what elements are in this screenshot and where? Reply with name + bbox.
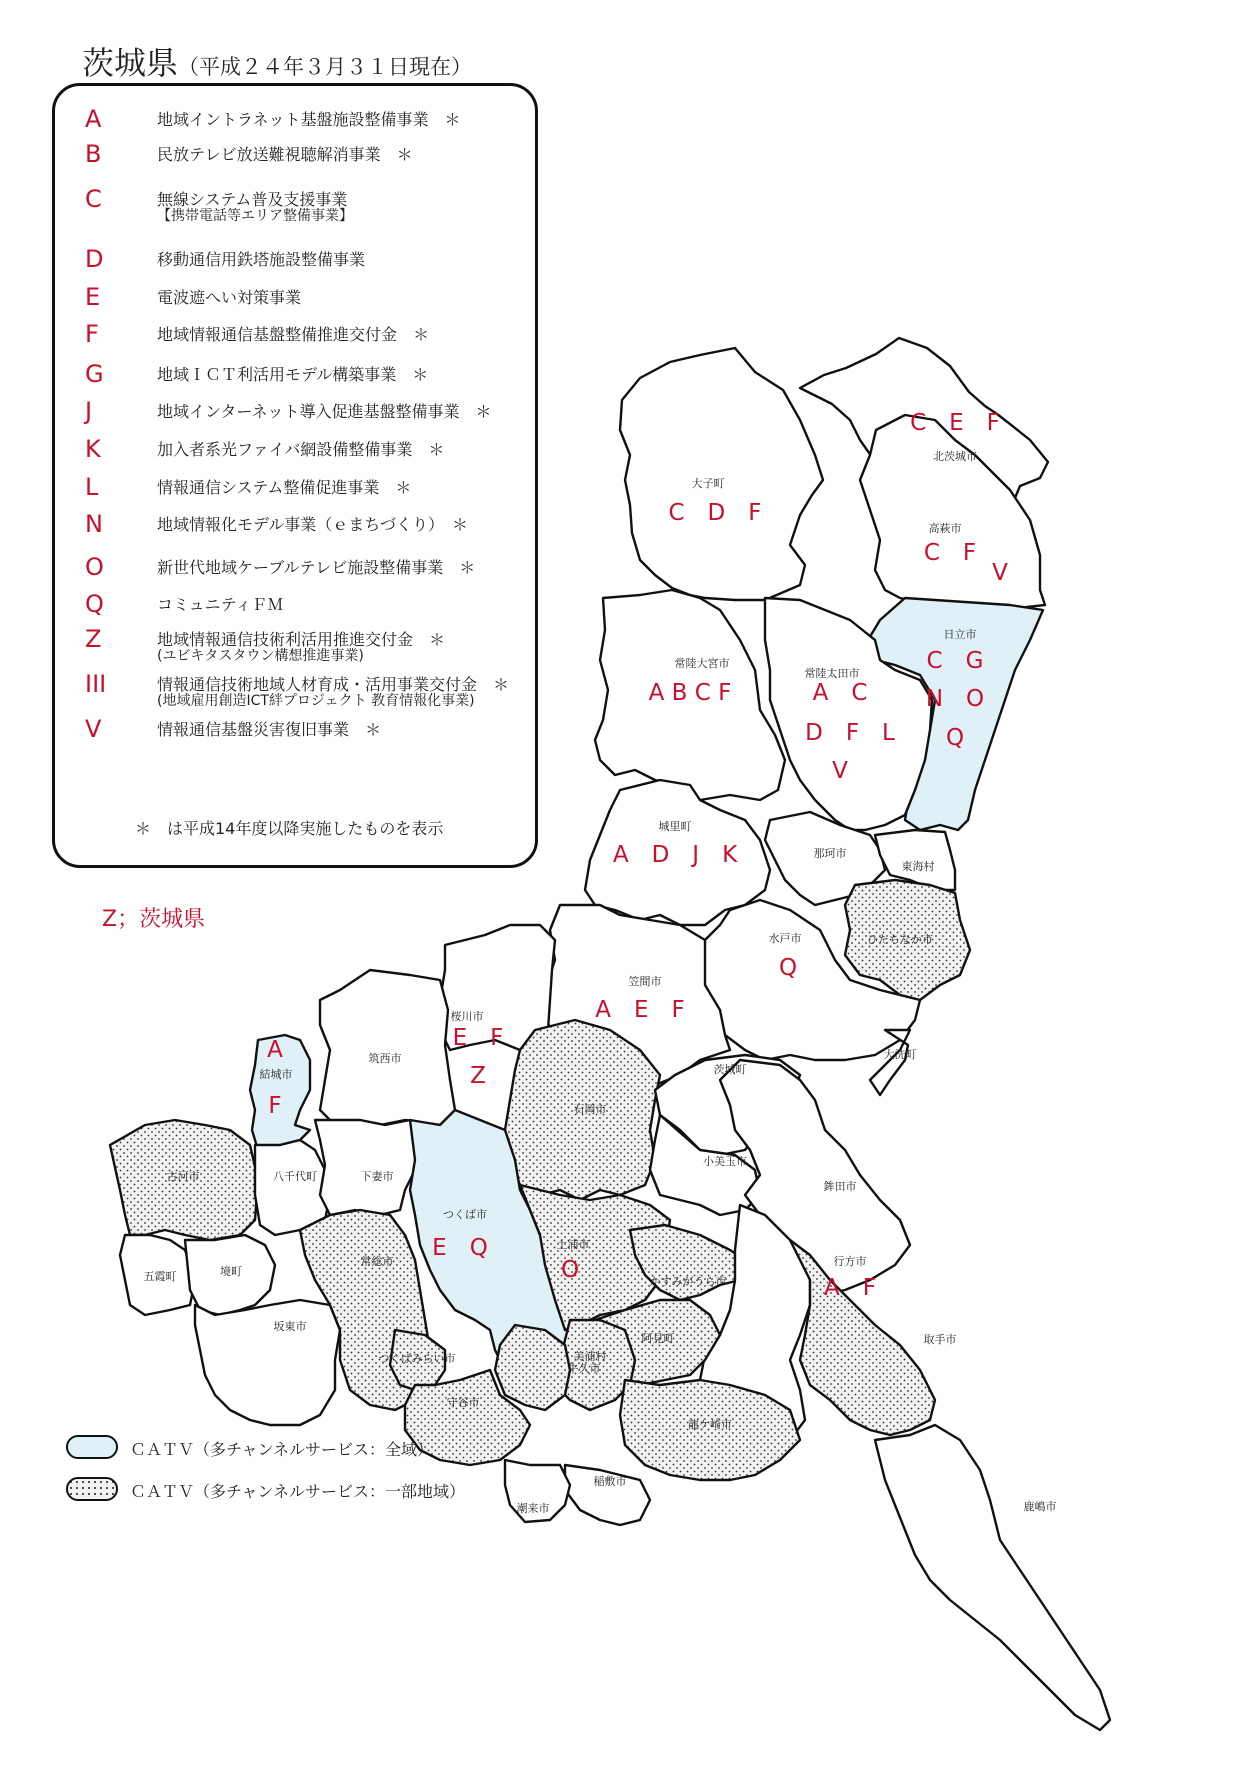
municipality-project-codes: O (560, 1257, 580, 1283)
legend-description: 加入者系光ファイバ網設備整備事業 ＊ (157, 440, 445, 459)
municipality-project-codes: A C (812, 680, 868, 706)
legend-code: J (85, 397, 93, 425)
municipality-name: 小美玉市 (703, 1155, 747, 1168)
legend-code: N (85, 510, 103, 538)
municipality-name: 茨城町 (713, 1063, 747, 1076)
municipality-project-codes: C E F (910, 410, 1000, 436)
legend-code: G (85, 360, 104, 388)
municipality-project-codes: Z (470, 1063, 486, 1089)
municipality-region (565, 1465, 650, 1525)
municipality-name: 牛久市 (567, 1362, 601, 1375)
municipality-name: 常総市 (360, 1255, 394, 1268)
municipality-name: 龍ケ崎市 (688, 1418, 732, 1431)
municipality-name: 八千代町 (273, 1170, 317, 1183)
legend-code: O (85, 553, 104, 581)
municipality-name: 稲敷市 (593, 1475, 627, 1488)
municipality-name: 阿見町 (641, 1332, 675, 1345)
municipality-project-codes: V (832, 758, 848, 784)
prefecture-z-note: Z；茨城県 (102, 907, 206, 932)
legend-description: 情報通信システム整備促進事業 ＊ (157, 478, 412, 497)
municipality-name: 古河市 (166, 1170, 200, 1183)
municipality-name: 下妻市 (360, 1170, 394, 1183)
municipality-name: 鉾田市 (823, 1180, 857, 1193)
municipality-name: 笠間市 (628, 975, 662, 988)
municipality-name: 筑西市 (368, 1052, 402, 1065)
legend-description: 地域ＩＣＴ利活用モデル構築事業 ＊ (157, 365, 429, 384)
legend-code: Z (85, 625, 102, 653)
municipality-name: かすみがうら市 (649, 1275, 727, 1288)
legend-code: E (85, 283, 101, 311)
municipality-name: 取手市 (923, 1333, 957, 1346)
legend-subtext: (地域雇用創造ICT絆プロジェクト 教育情報化事業) (157, 693, 475, 709)
title-main: 茨城県 (82, 44, 179, 82)
municipality-region (195, 1300, 340, 1425)
legend-code: B (85, 140, 102, 168)
municipality-name: 常陸太田市 (804, 667, 860, 680)
municipality-project-codes: A F (824, 1275, 876, 1301)
municipality-name: 那珂市 (813, 847, 847, 860)
municipality-region (620, 348, 823, 600)
municipality-name: 鹿嶋市 (1023, 1500, 1057, 1513)
municipality-name: 城里町 (658, 820, 692, 833)
catv-full-swatch (66, 1435, 118, 1459)
municipality-project-codes: F (268, 1093, 282, 1119)
municipality-project-codes: C F (923, 540, 977, 566)
municipality-project-codes: Q (778, 955, 798, 981)
municipality-name: 潮来市 (516, 1502, 550, 1515)
municipality-name: 常陸大宮市 (674, 657, 730, 670)
legend-code: C (85, 185, 102, 213)
legend-description: 無線システム普及支援事業 (157, 190, 348, 209)
municipality-name: 水戸市 (768, 932, 802, 945)
municipality-name: 日立市 (943, 628, 977, 641)
legend-description: 地域情報通信技術利活用推進交付金 ＊ (157, 630, 446, 649)
municipality-name: 大洗町 (883, 1048, 917, 1061)
legend-subtext: 【携帯電話等エリア整備事業】 (157, 208, 353, 224)
legend-description: 移動通信用鉄塔施設整備事業 (157, 250, 366, 269)
municipality-region (875, 1425, 1110, 1730)
municipality-region (315, 1120, 420, 1215)
municipality-project-codes: V (992, 560, 1008, 586)
legend-description: 情報通信基盤災害復旧事業 ＊ (157, 720, 382, 739)
municipality-project-codes: E F (452, 1025, 504, 1051)
municipality-name: 土浦市 (556, 1238, 590, 1251)
legend-description: 情報通信技術地域人材育成・活用事業交付金 ＊ (157, 675, 510, 694)
municipality-name: 北茨城市 (933, 450, 977, 463)
legend-description: 地域イントラネット基盤施設整備事業 ＊ (157, 110, 461, 129)
legend-description: 地域インターネット導入促進基盤整備事業 ＊ (157, 402, 492, 421)
municipality-project-codes: A D J K (612, 842, 738, 868)
legend-code: K (85, 435, 101, 463)
legend-code: F (85, 320, 99, 348)
municipality-name: ひたちなか市 (867, 933, 933, 946)
municipality-name: つくばみらい市 (378, 1352, 456, 1365)
municipality-project-codes: D F L (805, 720, 895, 746)
municipality-name: 美浦村 (573, 1350, 607, 1363)
municipality-name: 石岡市 (573, 1103, 607, 1116)
municipality-name: 大子町 (691, 477, 725, 490)
municipality-project-codes: A (267, 1037, 283, 1063)
legend-description: 地域情報通信基盤整備推進交付金 ＊ (157, 325, 430, 344)
municipality-name: 坂東市 (273, 1320, 307, 1333)
legend-code: III (85, 670, 107, 698)
municipality-name: 結城市 (259, 1068, 293, 1081)
legend-code: A (85, 105, 102, 133)
municipality-name: 五霞町 (143, 1270, 177, 1283)
municipality-name: 東海村 (901, 860, 935, 873)
legend-description: 電波遮へい対策事業 (157, 288, 302, 307)
municipality-name: 守谷市 (446, 1396, 480, 1409)
municipality-project-codes: A E F (595, 997, 685, 1023)
municipality-name: つくば市 (443, 1208, 487, 1221)
municipality-project-codes: N O (925, 686, 985, 712)
legend-code: V (85, 715, 102, 743)
municipality-name: 境町 (220, 1265, 242, 1278)
legend-description: 民放テレビ放送難視聴解消事業 ＊ (157, 145, 413, 164)
municipality-region (320, 970, 455, 1125)
municipality-project-codes: C D F (668, 500, 762, 526)
municipality-name: 桜川市 (450, 1010, 484, 1023)
municipality-project-codes: A B C F (648, 680, 732, 706)
legend-note: ＊ は平成14年度以降実施したものを表示 (135, 819, 444, 838)
legend-description: 地域情報化モデル事業（ｅまちづくり） ＊ (157, 515, 469, 534)
municipality-name: 高萩市 (928, 522, 962, 535)
municipality-project-codes: C G (926, 648, 984, 674)
catv-partial-swatch (66, 1477, 118, 1501)
title-date: （平成２４年３月３１日現在） (178, 55, 473, 79)
legend-description: 新世代地域ケーブルテレビ施設整備事業 ＊ (157, 558, 476, 577)
catv-partial-label: ＣＡＴＶ（多チャンネルサービス：一部地域） (130, 1482, 466, 1501)
catv-full-label: ＣＡＴＶ（多チャンネルサービス：全域） (130, 1440, 434, 1459)
municipality-project-codes: E Q (432, 1235, 488, 1261)
legend-subtext: (ユビキタスタウン構想推進事業) (157, 648, 364, 664)
municipality-name: 行方市 (833, 1255, 867, 1268)
legend-code: L (85, 473, 99, 501)
legend-code: D (85, 245, 104, 273)
legend-description: コミュニティＦＭ (157, 595, 284, 614)
legend-code: Q (85, 590, 104, 618)
municipality-project-codes: Q (945, 725, 965, 751)
